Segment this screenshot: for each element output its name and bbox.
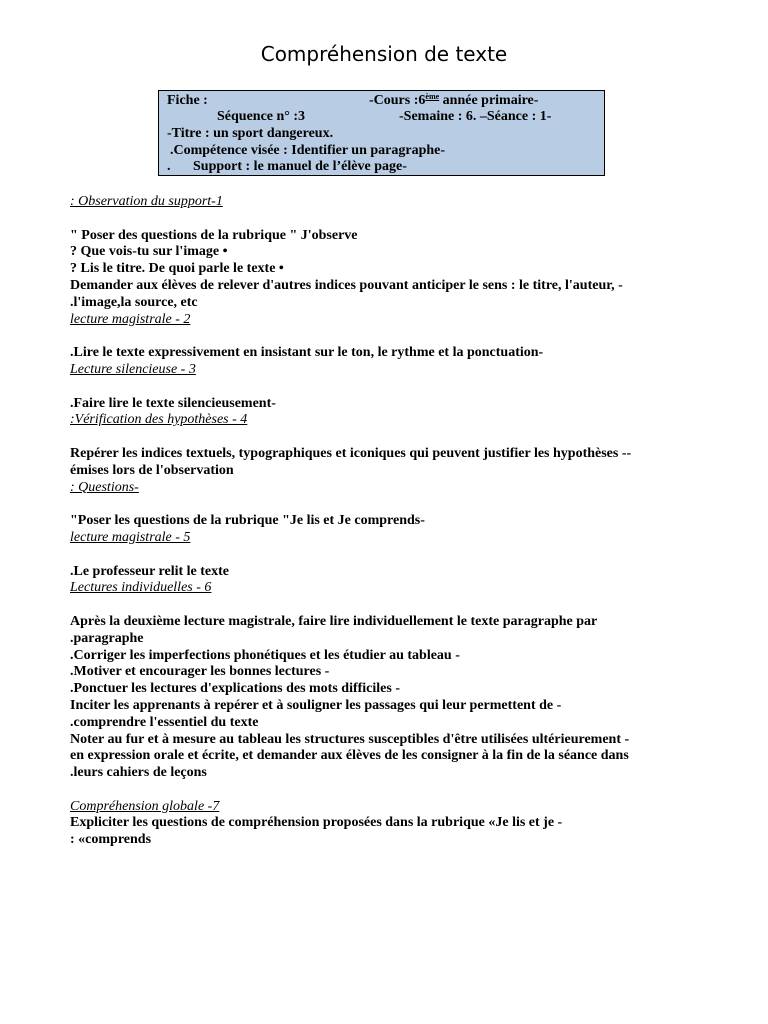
text-line: .Ponctuer les lectures d'explications des mots difficiles - [70, 681, 400, 697]
support-dot: . [167, 159, 171, 174]
section-heading-verification: :Vérification des hypothèses - 4 [70, 412, 248, 428]
section-heading-questions: : Questions- [70, 479, 139, 495]
text-line: Expliciter les questions de compréhension proposées dans la rubrique «Je lis et je - [70, 815, 563, 831]
text-line: en expression orale et écrite, et demander aux élèves de les consigner à la fin de la séance dans [70, 748, 629, 764]
text-line: ? Que vois-tu sur l'image • [70, 244, 228, 260]
lesson-body [70, 194, 702, 849]
section-heading-lecture-silencieuse: Lecture silencieuse - 3 [70, 361, 196, 377]
text-line: Demander aux élèves de relever d'autres indices pouvant anticiper le sens : le titre, l'auteur, - [70, 277, 623, 293]
sequence-info: Séquence n° :3 [217, 109, 306, 124]
section-heading-observation: : Observation du support-1 [70, 194, 223, 209]
text-line: .Lire le texte expressivement en insistant sur le ton, le rythme et la ponctuation- [70, 345, 544, 361]
text-line: .Corriger les imperfections phonétiques et les étudier au tableau - [70, 647, 460, 663]
section-heading-lectures-individuelles: Lectures individuelles - 6 [70, 580, 212, 596]
text-line: Noter au fur et à mesure au tableau les structures susceptibles d'être utilisées ultérieurement - [70, 731, 630, 747]
text-line: : «comprends [70, 832, 152, 848]
page-title: Compréhension de texte [260, 42, 508, 66]
text-line: .Motiver et encourager les bonnes lectures - [70, 664, 330, 680]
text-line: .leurs cahiers de leçons [70, 765, 207, 781]
titre-info: -Titre : un sport dangereux. [167, 126, 334, 141]
text-line: Repérer les indices textuels, typographiques et iconiques qui peuvent justifier les hypothèses -- [70, 445, 632, 461]
fiche-label: Fiche : [167, 93, 208, 108]
text-line: Inciter les apprenants à repérer et à souligner les passages qui leur permettent de - [70, 697, 562, 713]
text-line: " Poser des questions de la rubrique " J'observe [70, 227, 358, 243]
text-line: émises lors de l'observation [70, 462, 234, 478]
text-line: Après la deuxième lecture magistrale, faire lire individuellement le texte paragraphe par [70, 613, 598, 629]
competence-info: .Compétence visée : Identifier un paragraphe- [170, 143, 446, 158]
text-line: .Faire lire le texte silencieusement- [70, 395, 276, 411]
cours-info: -Cours :6ème année primaire- [369, 92, 539, 108]
lesson-info-box [158, 90, 605, 176]
text-line: "Poser les questions de la rubrique "Je lis et Je comprends- [70, 513, 425, 529]
section-heading-lecture-magistrale-2: lecture magistrale - 2 [70, 311, 191, 327]
text-line: .comprendre l'essentiel du texte [70, 714, 259, 730]
text-line: .l'image,la source, etc [70, 294, 198, 310]
support-info: Support : le manuel de l’élève page- [193, 159, 407, 174]
section-heading-comprehension-globale: Compréhension globale -7 [70, 798, 220, 814]
text-line: .Le professeur relit le texte [70, 563, 230, 579]
text-line: .paragraphe [70, 630, 144, 646]
semaine-seance-info: -Semaine : 6. –Séance : 1- [399, 109, 552, 124]
text-line: ? Lis le titre. De quoi parle le texte • [70, 261, 284, 277]
section-heading-lecture-magistrale-5: lecture magistrale - 5 [70, 529, 191, 545]
